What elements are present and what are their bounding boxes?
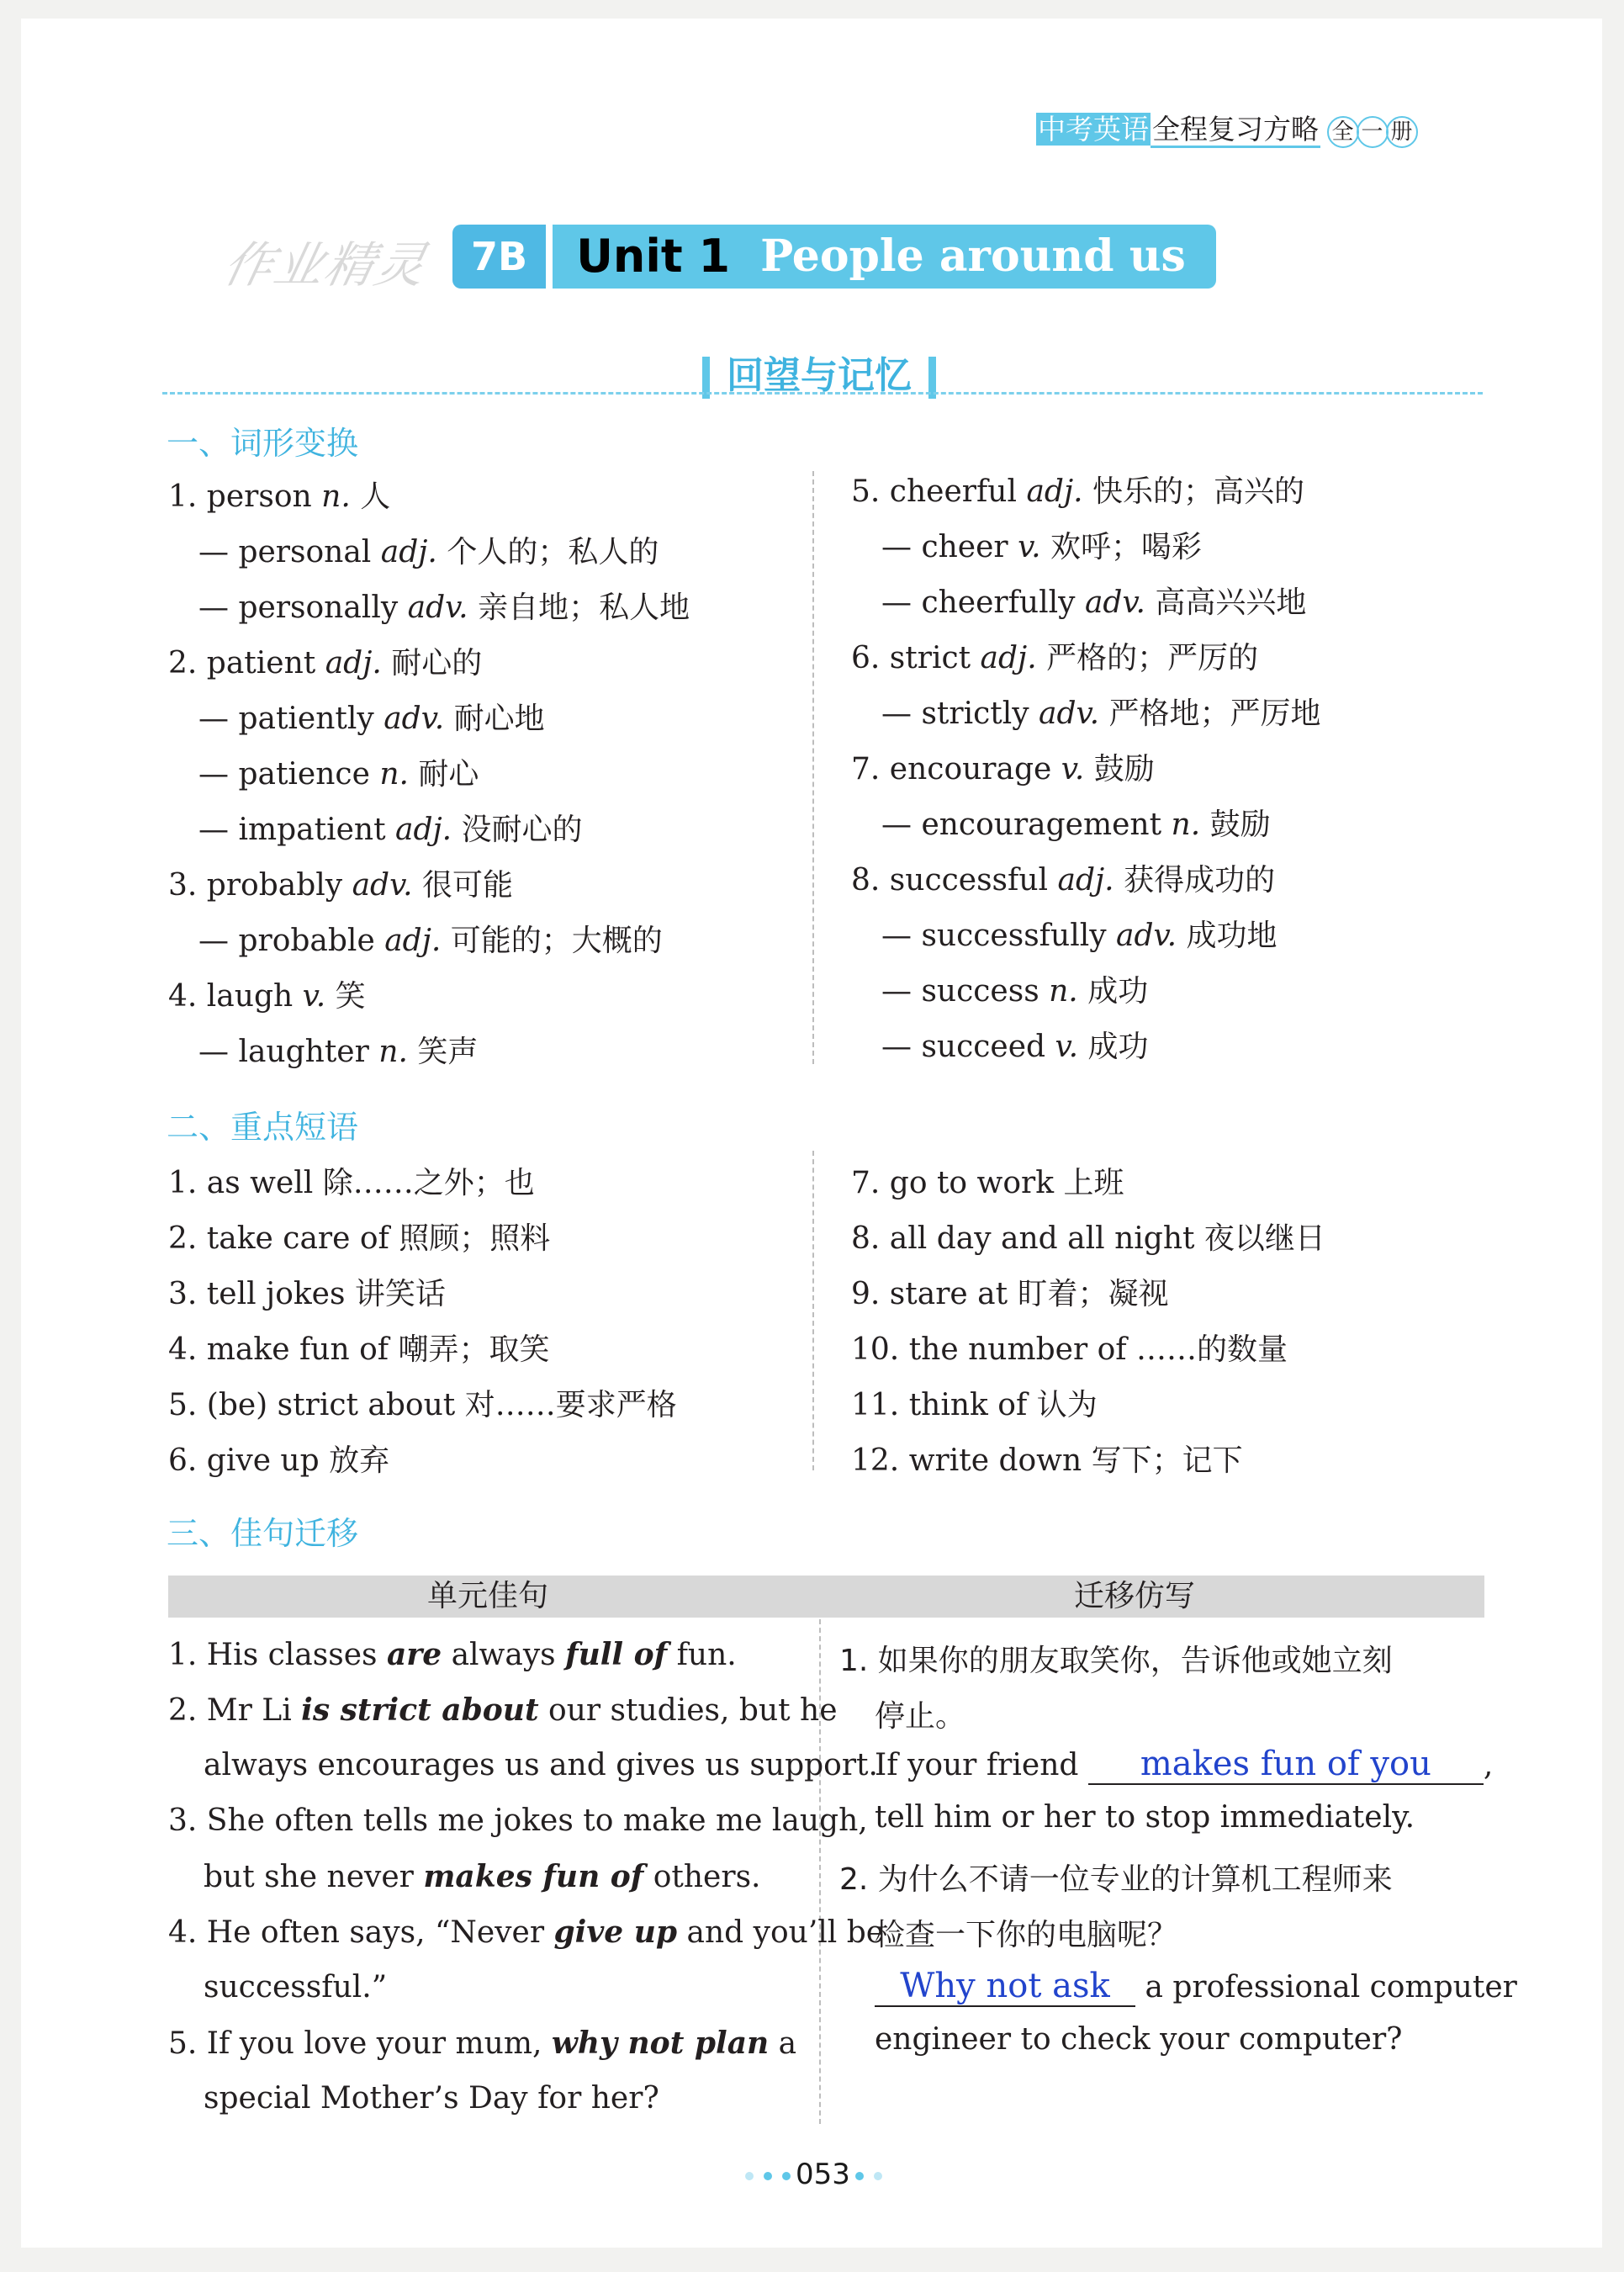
task-2-en-line2: engineer to check your computer? [875,2022,1403,2057]
task-1-cn: 1. 如果你的朋友取笑你，告诉他或她立刻 [839,1644,1393,1678]
word-meaning: 获得成功的 [1114,863,1276,898]
part-of-speech: v. [1018,530,1041,564]
word-meaning: 个人的；私人的 [436,535,659,569]
part-of-speech: adv. [407,591,468,625]
part-of-speech: adv. [1116,919,1177,953]
word-head: 4. laugh [168,979,303,1014]
word-head: — success [881,974,1050,1009]
book-title [1036,108,1418,148]
word-head: 6. strict [851,641,981,675]
word-head: — strictly [881,696,1039,731]
sentence-3-key: makes fun of [423,1859,644,1894]
dot-decoration [782,2172,791,2180]
word-head: — encouragement [881,808,1172,842]
page-number [740,2158,887,2191]
word-head: — impatient [198,813,395,847]
sentence-4 [168,1915,884,1950]
word-head: 7. encourage [851,752,1061,786]
part-of-speech: n. [378,1035,408,1069]
word-meaning: 没耐心的 [452,813,583,847]
sentence-5-key: why not plan [551,2026,770,2061]
part-of-speech: adv. [352,868,413,903]
part-of-speech: v. [1055,1030,1079,1064]
word-head: 5. cheerful [851,474,1027,509]
book-title-rest: 全程复习方略 [1151,113,1320,148]
word-head: — probable [198,924,385,958]
word-entry [881,690,1321,733]
word-entry [168,861,513,904]
word-meaning: 严格地；严厉地 [1099,696,1321,731]
sentence-5 [168,2026,796,2061]
word-entry [851,856,1275,899]
word-meaning: 耐心地 [444,702,545,736]
word-entry [851,634,1258,677]
word-meaning: 成功 [1078,1030,1149,1064]
book-title-highlight: 中考英语 [1038,113,1149,146]
part-of-speech: adj. [325,646,382,681]
part-of-speech: n. [321,479,351,514]
word-head: 2. patient [168,646,325,681]
volume-char-3: 册 [1386,116,1418,148]
part-of-speech: v. [1061,752,1085,786]
answer-blank-1[interactable]: makes fun of you [1088,1745,1484,1785]
phrase-entry: 8. all day and all night 夜以继日 [851,1221,1325,1256]
word-head: 3. probably [168,868,352,903]
word-entry [168,473,390,516]
word-entry [881,912,1277,955]
sentence-5-part: 5. If you love your mum, [168,2026,552,2061]
word-entry [881,1023,1149,1066]
col-header-imitation: 迁移仿写 [1074,1579,1196,1613]
sentence-2-part: 2. Mr Li [168,1693,302,1728]
phrase-entry: 9. stare at 盯着；凝视 [851,1277,1169,1311]
word-head: — patience [198,757,380,792]
word-entry [881,523,1202,566]
col-header-sentences: 单元佳句 [427,1579,549,1613]
section-title-text: 回望与记忆 [727,354,912,397]
part-of-speech: adj. [394,813,452,847]
sentence-2 [168,1692,838,1728]
word-entry [198,750,479,793]
word-entry [198,695,545,738]
task-1-cn-line2: 停止。 [875,1699,966,1734]
grade-label: 7B [452,225,546,289]
word-head: 8. successful [851,863,1058,898]
phrase-entry: 7. go to work 上班 [851,1166,1124,1200]
sentence-2-line2: always encourages us and gives us support. [204,1748,878,1782]
part1-heading: 一、词形变换 [167,425,359,462]
sentence-4-part: 4. He often says, “Never [168,1915,554,1950]
word-meaning: 很可能 [412,868,514,903]
sentence-1 [168,1637,737,1672]
word-head: — laughter [198,1035,379,1069]
word-entry [851,745,1155,788]
word-meaning: 耐心的 [381,646,483,681]
dot-decoration [745,2172,754,2180]
sentence-3-part: others. [643,1860,761,1894]
part-of-speech: v. [302,979,326,1014]
phrase-entry: 2. take care of 照顾；照料 [168,1221,551,1256]
sentence-5-part: a [769,2026,797,2061]
word-entry [198,584,690,627]
word-entry [851,468,1304,511]
word-head: — patiently [198,702,384,736]
sentence-3-line2 [204,1859,760,1894]
sentence-3-part: but she never [204,1860,424,1894]
sentence-5-line2: special Mother’s Day for her? [204,2081,659,2116]
part-of-speech: n. [1171,808,1201,842]
part-of-speech: n. [1049,974,1078,1009]
word-entry [198,806,583,849]
word-meaning: 笑声 [407,1035,479,1069]
sentence-2-key: is strict about [301,1692,539,1728]
task-1-en-line2: tell him or her to stop immediately. [875,1800,1415,1835]
word-entry [198,528,659,571]
word-meaning: 快乐的；高兴的 [1082,474,1305,509]
volume-char-1: 全 [1327,116,1359,148]
word-entry [168,639,482,682]
phrase-entry: 12. write down 写下；记下 [851,1443,1243,1478]
part-of-speech: adj. [384,924,442,958]
task-1-en-suffix: , [1483,1748,1494,1782]
word-head: — personally [198,591,408,625]
part-of-speech: adj. [1057,863,1114,898]
sentence-4-line2: successful.” [204,1970,388,2005]
word-meaning: 高高兴兴地 [1145,585,1307,620]
word-entry [198,917,663,960]
column-divider-2 [812,1151,814,1470]
word-meaning: 笑 [325,979,366,1014]
sentence-3: 3. She often tells me jokes to make me laugh, [168,1803,868,1838]
sentence-2-part: our studies, but he [538,1693,838,1728]
page-number-text: 053 [796,2158,850,2191]
phrase-entry: 11. think of 认为 [851,1388,1098,1422]
task-2-cn-line2: 检查一下你的电脑呢？ [875,1918,1178,1952]
dot-decoration [764,2172,772,2180]
word-head: — personal [198,535,381,569]
word-head: 1. person [168,479,322,514]
word-entry [881,801,1271,844]
unit-banner [452,225,1216,289]
phrase-entry: 6. give up 放弃 [168,1443,390,1478]
word-meaning: 亲自地；私人地 [468,591,690,625]
task-2-en [875,1967,1517,2007]
sentence-1-part: 1. His classes [168,1638,387,1672]
phrase-entry: 10. the number of ……的数量 [851,1332,1288,1367]
dot-decoration [874,2172,882,2180]
word-meaning: 严格的；严厉的 [1036,641,1259,675]
part-of-speech: n. [379,757,409,792]
logo-watermark: 作业精灵 [218,236,433,294]
part2-heading: 二、重点短语 [167,1109,359,1146]
word-head: — cheerfully [881,585,1085,620]
section-title [685,345,953,399]
answer-blank-2[interactable]: Why not ask [875,1967,1135,2007]
part-of-speech: adj. [980,641,1037,675]
word-meaning: 成功地 [1177,919,1278,953]
word-meaning: 可能的；大概的 [441,924,663,958]
task-1-en [875,1745,1493,1785]
part-of-speech: adj. [380,535,437,569]
dot-decoration [855,2172,864,2180]
sentence-table-header [168,1576,1484,1618]
word-meaning: 鼓励 [1200,808,1271,842]
sentence-4-part: and you’ll be [677,1915,885,1950]
word-head: — succeed [881,1030,1055,1064]
phrase-entry: 1. as well 除……之外；也 [168,1166,535,1200]
task-2-en-suffix: a professional computer [1135,1970,1517,2005]
task-2-cn: 2. 为什么不请一位专业的计算机工程师来 [839,1862,1393,1897]
word-entry [881,579,1306,622]
word-meaning: 耐心 [408,757,479,792]
word-meaning: 人 [350,479,391,514]
unit-title: People around us [754,225,1216,289]
sentence-4-key: give up [553,1915,678,1950]
sentence-1-key: full of [565,1637,668,1672]
phrase-entry: 5. (be) strict about 对……要求严格 [168,1388,677,1422]
dashed-divider [162,392,1483,395]
word-entry [168,972,366,1015]
part3-heading: 三、佳句迁移 [167,1515,359,1552]
unit-label: Unit 1 [553,225,754,289]
part-of-speech: adv. [1039,696,1100,731]
sentence-1-key: are [386,1637,442,1672]
sentence-1-part: always [442,1638,566,1672]
part-of-speech: adv. [1084,585,1145,620]
volume-char-2: 一 [1357,116,1389,148]
word-entry [881,967,1148,1010]
word-entry [198,1028,478,1071]
word-meaning: 欢呼；喝彩 [1040,530,1203,564]
word-head: — cheer [881,530,1018,564]
column-divider [812,471,814,1064]
sentence-1-part: fun. [667,1638,737,1672]
word-meaning: 鼓励 [1084,752,1155,786]
word-head: — successfully [881,919,1116,953]
phrase-entry: 4. make fun of 嘲弄；取笑 [168,1332,550,1367]
part-of-speech: adj. [1026,474,1083,509]
part-of-speech: adv. [384,702,445,736]
word-meaning: 成功 [1077,974,1149,1009]
phrase-entry: 3. tell jokes 讲笑话 [168,1277,446,1311]
task-1-en-prefix: If your friend [875,1748,1088,1782]
